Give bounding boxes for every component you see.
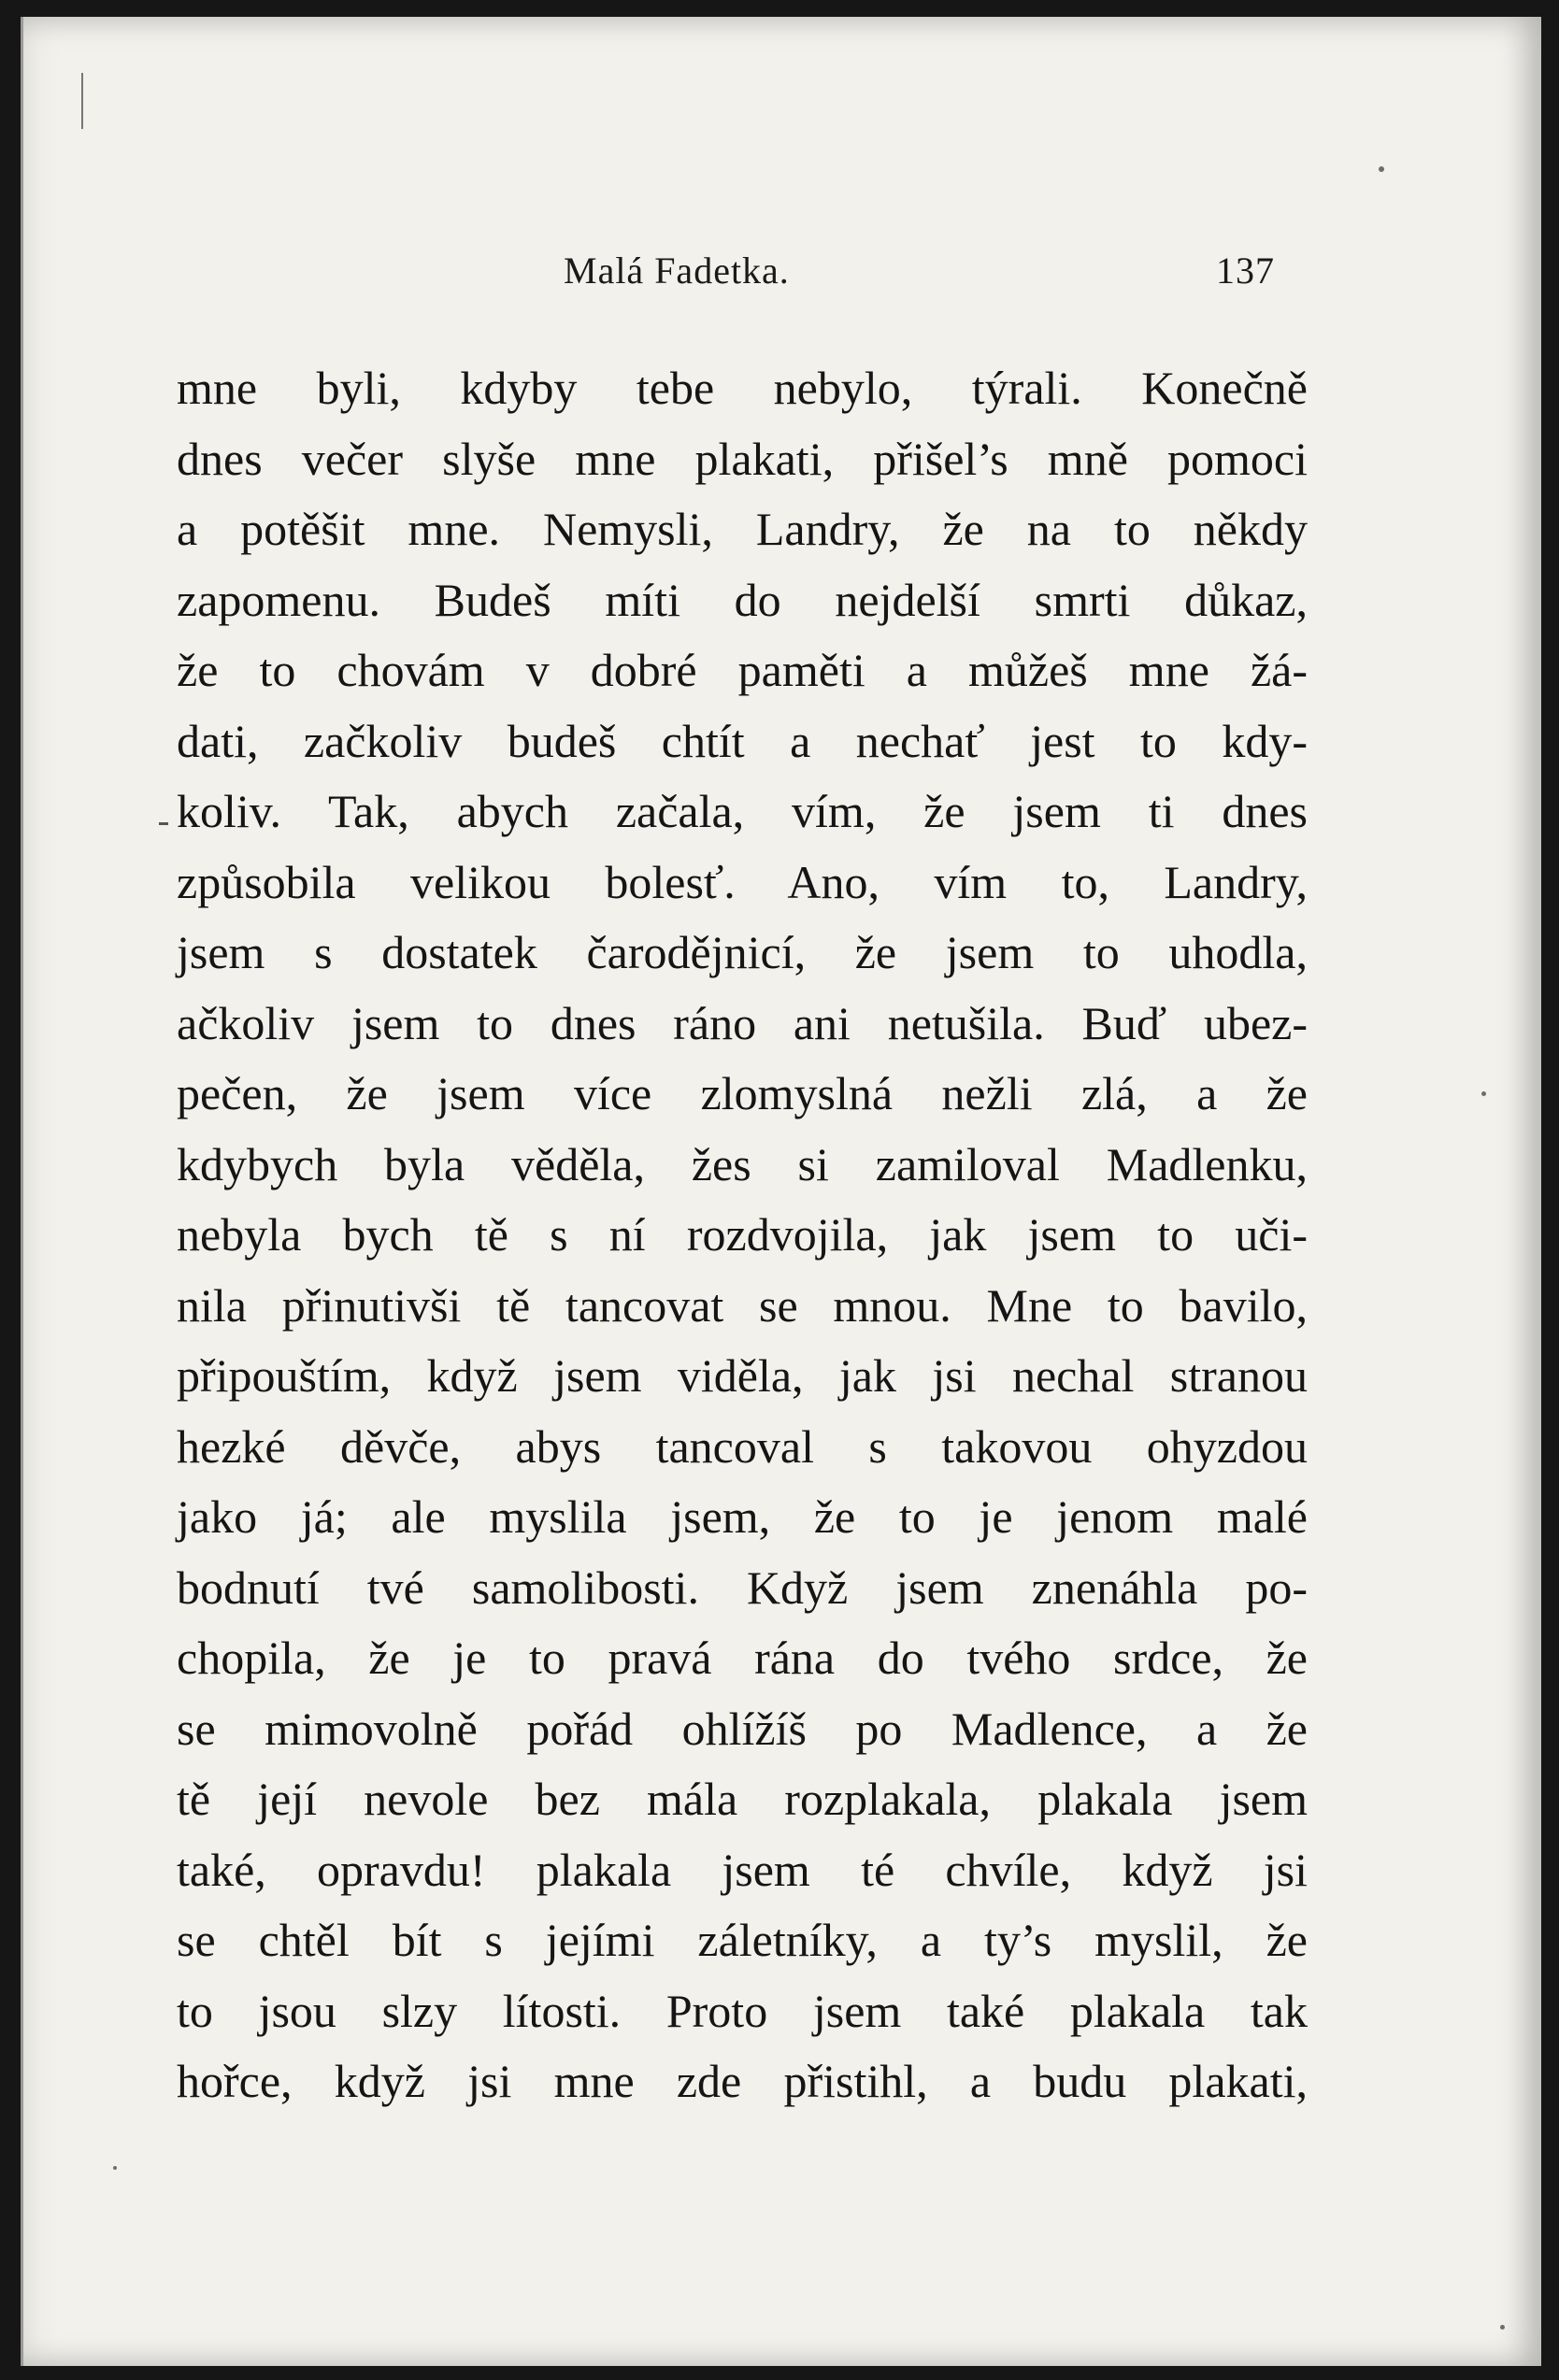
text-line: jsem s dostatek čarodějnicí, že jsem to uhodla, (177, 926, 1308, 978)
text-line: pečen, že jsem více zlomyslná nežli zlá, a že (177, 1067, 1308, 1119)
running-title: Malá Fadetka. (564, 249, 790, 292)
text-line: se mimovolně pořád ohlížíš po Madlence, a že (177, 1702, 1308, 1755)
text-line: způsobila velikou bolesť. Ano, vím to, Landry, (177, 855, 1308, 908)
body-text (177, 353, 1308, 2117)
margin-mark (159, 822, 168, 825)
running-head (23, 249, 1541, 305)
text-line: dati, začkoliv budeš chtít a nechať jest to kdy- (177, 714, 1308, 767)
text-line: koliv. Tak, abych začala, vím, že jsem ti dnes (177, 785, 1308, 837)
text-line: ačkoliv jsem to dnes ráno ani netušila. Buď ubez- (177, 996, 1308, 1049)
book-page (21, 17, 1541, 2366)
text-line: že to chovám v dobré paměti a můžeš mne žá- (177, 644, 1308, 696)
text-line: připouštím, když jsem viděla, jak jsi nechal stranou (177, 1349, 1308, 1402)
text-line: také, opravdu! plakala jsem té chvíle, když jsi (177, 1843, 1308, 1896)
text-line: zapomenu. Budeš míti do nejdelší smrti důkaz, (177, 573, 1308, 626)
text-line: dnes večer slyše mne plakati, přišel’s mně pomoci (177, 432, 1308, 485)
text-line: hezké děvče, abys tancoval s takovou ohyzdou (177, 1419, 1308, 1473)
text-line: bodnutí tvé samolibosti. Když jsem znenáhla po- (177, 1561, 1308, 1614)
text-line: jako já; ale myslila jsem, že to je jenom malé (177, 1490, 1308, 1543)
paper-speck (1379, 166, 1384, 172)
page-number: 137 (1216, 249, 1275, 292)
text-line: se chtěl bít s jejími záletníky, a ty’s myslil, že (177, 1914, 1308, 1966)
text-line: to jsou slzy lítosti. Proto jsem také plakala tak (177, 1984, 1308, 2037)
text-line: kdybych byla věděla, žes si zamiloval Madlenku, (177, 1137, 1308, 1190)
text-line: nila přinutivši tě tancovat se mnou. Mne to bavilo, (177, 1278, 1308, 1332)
paper-speck (1481, 1091, 1486, 1096)
text-line: nebyla bych tě s ní rozdvojila, jak jsem to uči- (177, 1208, 1308, 1261)
text-line: chopila, že je to pravá rána do tvého srdce, že (177, 1632, 1308, 1684)
text-line: tě její nevole bez mála rozplakala, plakala jsem (177, 1773, 1308, 1825)
paper-speck (113, 2166, 117, 2170)
page-edge-mark (81, 73, 83, 129)
paper-speck (1500, 2325, 1505, 2330)
text-line: mne byli, kdyby tebe nebylo, týrali. Konečně (177, 362, 1308, 414)
text-line: a potěšit mne. Nemysli, Landry, že na to někdy (177, 503, 1308, 555)
text-line: hořce, když jsi mne zde přistihl, a budu plakati, (177, 2055, 1308, 2107)
